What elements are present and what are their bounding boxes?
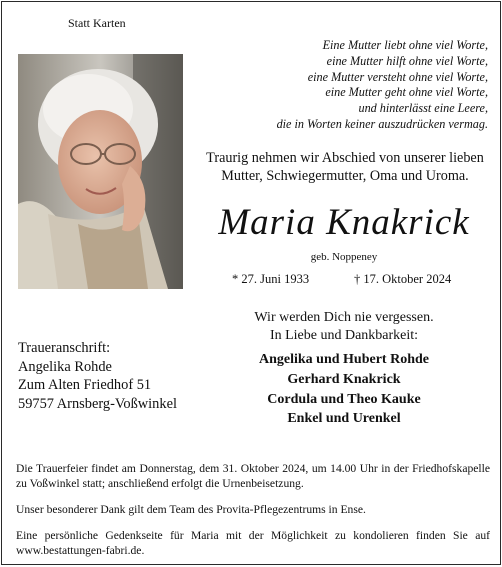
birth-date: * 27. Juni 1933: [232, 272, 310, 286]
address-line: Angelika Rohde: [18, 358, 112, 375]
family-member: Gerhard Knakrick: [287, 371, 401, 387]
family-list: [202, 350, 486, 429]
poem-line: die in Worten keiner auszudrücken vermag.: [276, 116, 488, 131]
farewell-text: [202, 309, 486, 345]
maiden-name: geb. Noppeney: [310, 251, 378, 263]
poem-line: eine Mutter geht ohne viel Worte,: [325, 85, 488, 100]
obituary-notice: [1, 1, 501, 565]
farewell-line: In Liebe und Dankbarkeit:: [269, 328, 419, 343]
poem-line: eine Mutter hilft ohne viel Worte,: [326, 53, 488, 68]
header-label: Statt Karten: [68, 16, 126, 30]
mourning-address: [18, 339, 177, 413]
portrait-photo: [18, 54, 183, 289]
portrait-image: [18, 54, 183, 289]
thanks-note: Unser besonderer Dank gilt dem Team des Provita-Pflegezentrums in Ense.: [16, 503, 366, 516]
memorial-info: Eine persönliche Gedenkseite für Maria mit der Möglichkeit zu kondolieren finden Sie auf www.bestattungen-fabri.de.: [16, 529, 490, 557]
intro-line: Traurig nehmen wir Abschied von unserer lieben: [206, 150, 484, 166]
death-date: † 17. Oktober 2024: [354, 272, 452, 286]
deceased-name: Maria Knakrick: [218, 202, 470, 243]
farewell-line: Wir werden Dich nie vergessen.: [254, 310, 434, 325]
intro-text: [200, 149, 490, 185]
address-line: 59757 Arnsberg-Voßwinkel: [18, 395, 177, 412]
address-line: Zum Alten Friedhof 51: [18, 377, 152, 394]
poem-line: eine Mutter versteht ohne viel Worte,: [307, 69, 488, 84]
poem-line: Eine Mutter liebt ohne viel Worte,: [322, 38, 488, 52]
family-member: Cordula und Theo Kauke: [267, 391, 421, 407]
family-member: Enkel und Urenkel: [287, 411, 401, 427]
family-member: Angelika und Hubert Rohde: [259, 352, 429, 367]
poem: [212, 38, 488, 133]
address-line: Traueranschrift:: [18, 340, 111, 356]
poem-line: und hinterlässt eine Leere,: [358, 101, 488, 116]
intro-line: Mutter, Schwiegermutter, Oma und Uroma.: [221, 168, 469, 184]
service-info: Die Trauerfeier findet am Donnerstag, dem 31. Oktober 2024, um 14.00 Uhr in der Friedhofskapelle zu Voßwinkel statt; anschließend erfolgt die Urnenbeisetzung.: [16, 462, 490, 490]
